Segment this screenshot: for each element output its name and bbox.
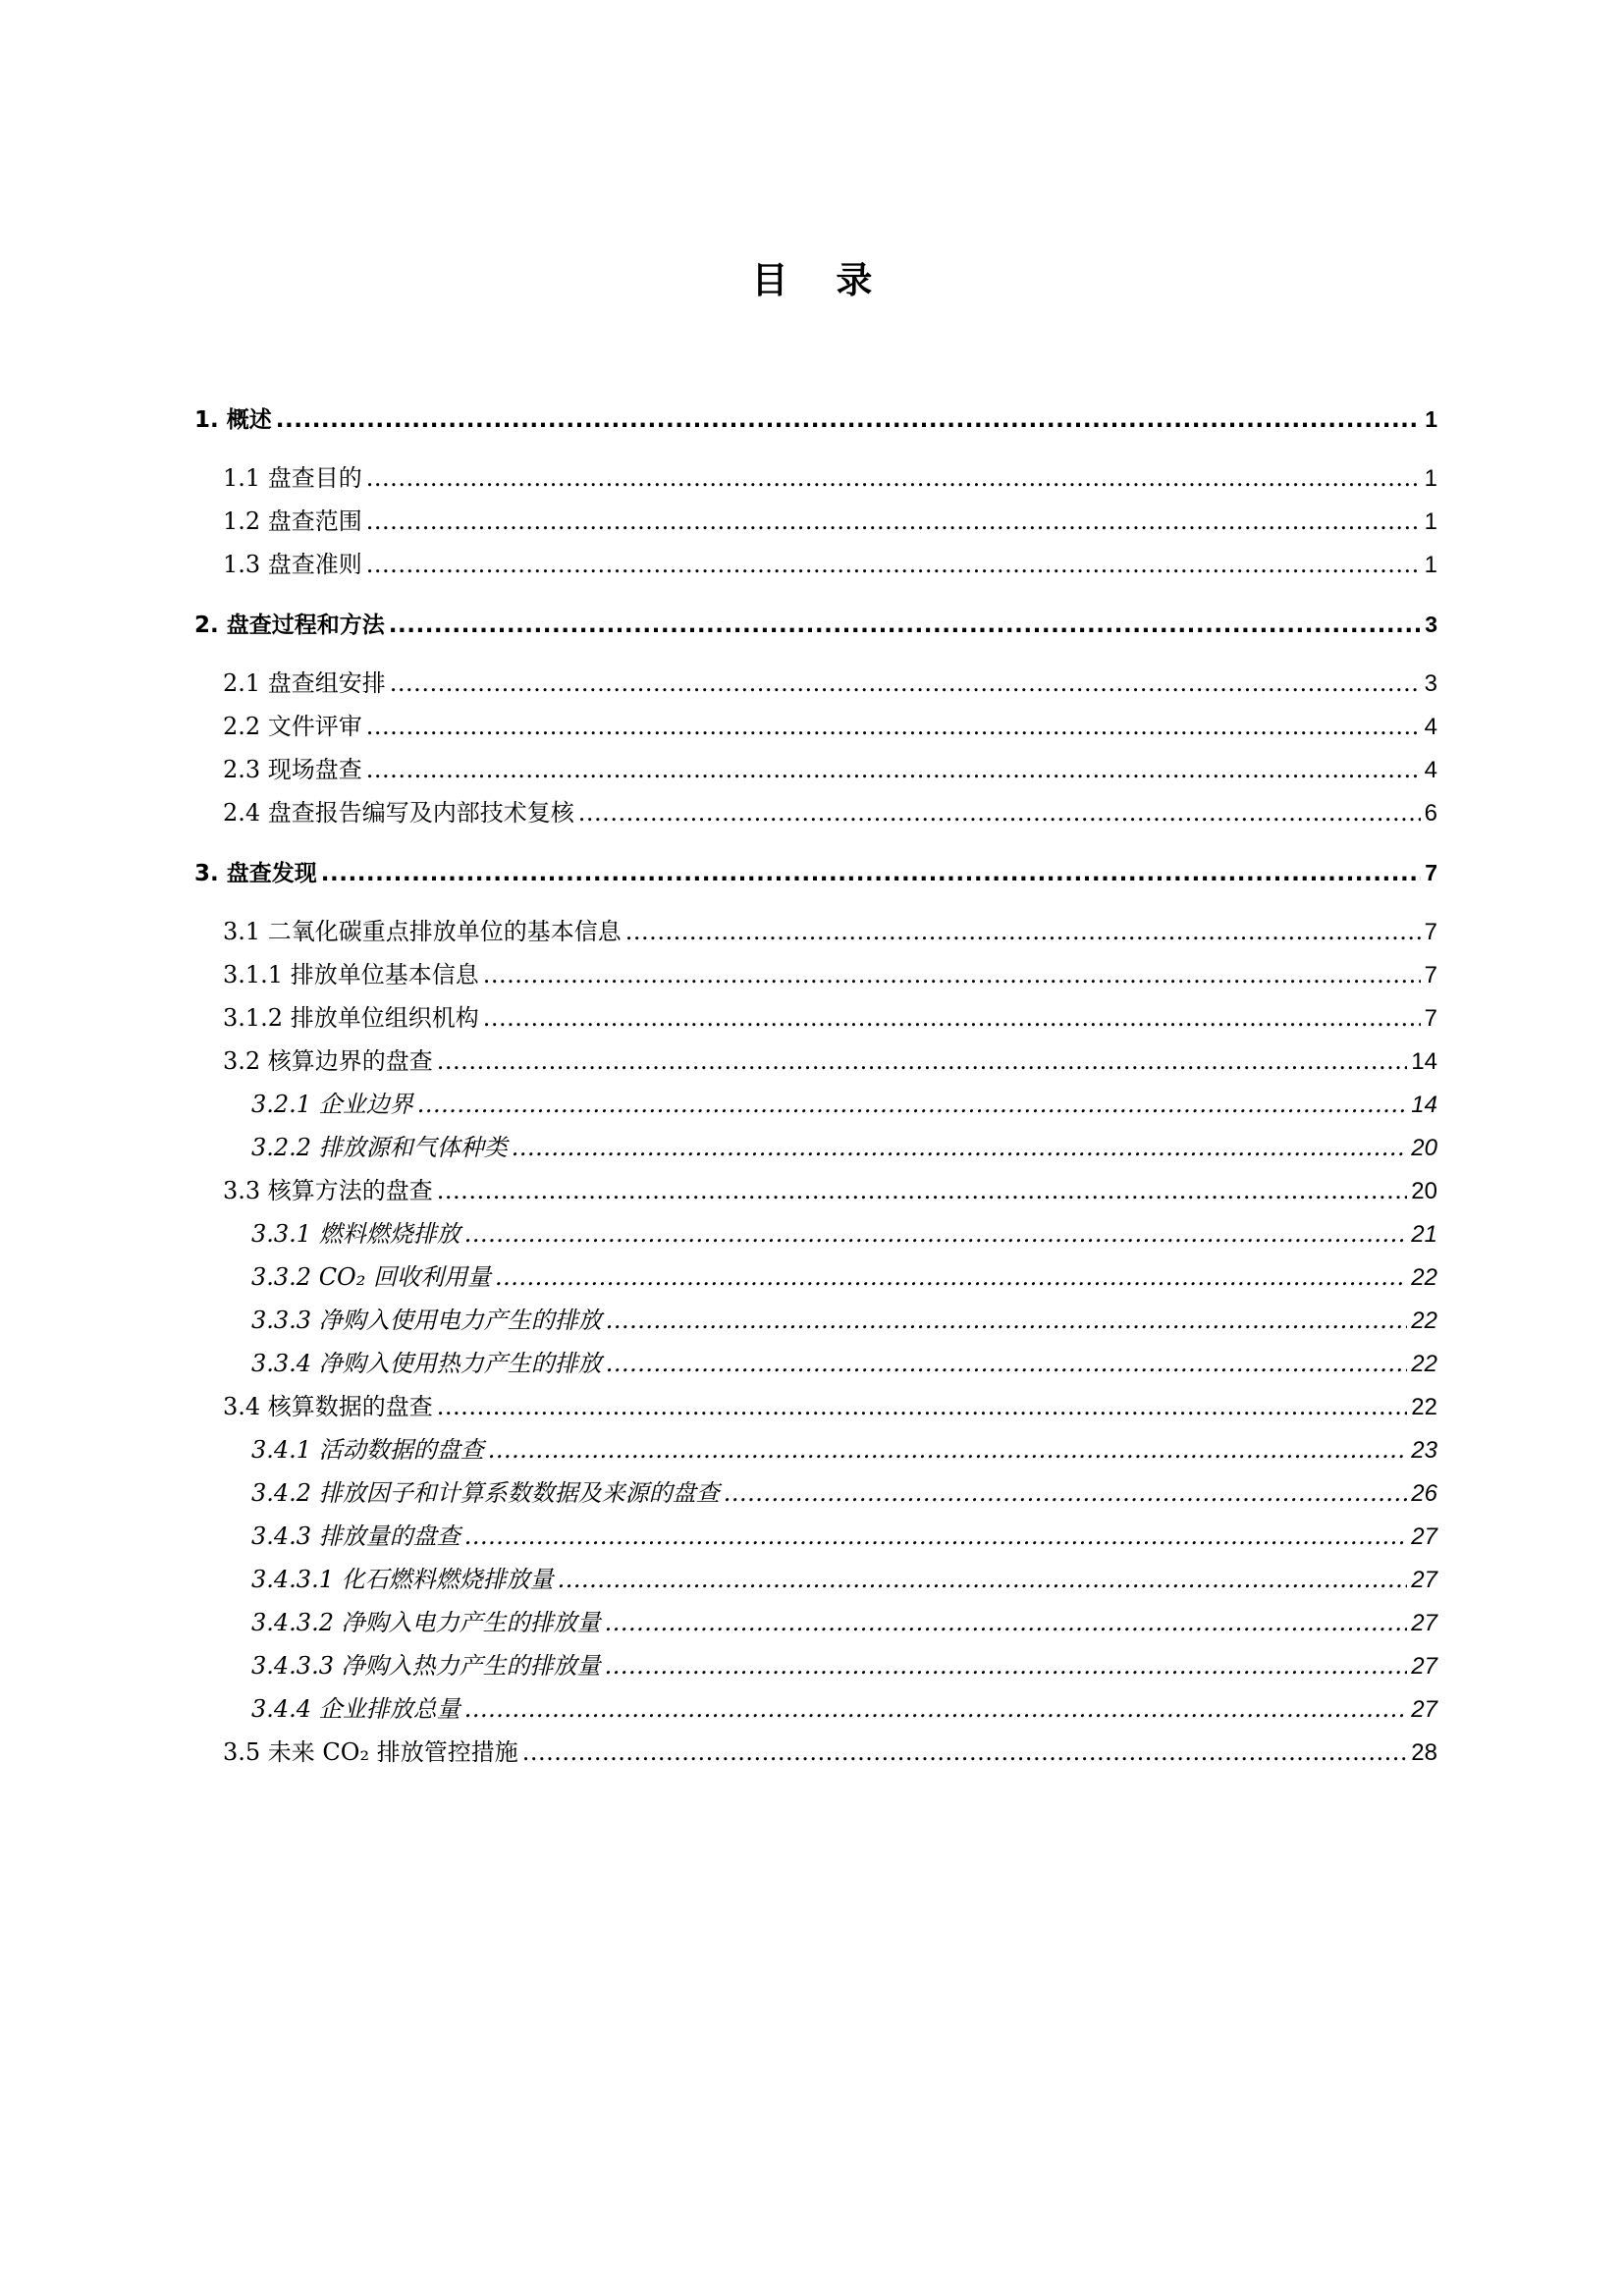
toc-dot-leader <box>605 1607 1408 1638</box>
toc-entry-label: 1.3 盘查准则 <box>223 551 362 578</box>
toc-dot-leader <box>366 711 1421 742</box>
toc-entry-label: 3.5 未来 CO₂ 排放管控措施 <box>223 1738 518 1766</box>
toc-dot-leader <box>625 916 1421 947</box>
toc-dot-leader <box>366 462 1421 494</box>
toc-page-number: 3 <box>1424 670 1437 697</box>
toc-dot-leader <box>366 754 1421 785</box>
toc-entry-label: 3. 盘查发现 <box>194 861 317 886</box>
toc-entry-label: 3.4.3.3 净购入热力产生的排放量 <box>251 1652 601 1680</box>
toc-entry-label: 1. 概述 <box>194 407 272 433</box>
toc-entry-label: 3.3 核算方法的盘查 <box>223 1177 433 1204</box>
toc-entry-label: 3.3.4 净购入使用热力产生的排放 <box>251 1350 602 1377</box>
toc-dot-leader <box>417 1089 1408 1120</box>
toc-entry[interactable] <box>251 1089 1437 1121</box>
toc-dot-leader <box>437 1391 1408 1422</box>
toc-entry-label: 3.2 核算边界的盘查 <box>223 1047 433 1075</box>
toc-page-number: 23 <box>1411 1437 1437 1464</box>
toc-entry[interactable] <box>251 1218 1437 1251</box>
toc-entry[interactable] <box>251 1521 1437 1553</box>
toc-entry-label: 3.4.3.2 净购入电力产生的排放量 <box>251 1609 601 1636</box>
toc-page-number: 26 <box>1411 1480 1437 1507</box>
toc-entry[interactable] <box>223 462 1437 495</box>
toc-page-number: 1 <box>1425 406 1437 432</box>
toc-dot-leader <box>495 1261 1407 1293</box>
toc-dot-leader <box>558 1564 1408 1595</box>
toc-page-number: 14 <box>1411 1092 1437 1118</box>
toc-page-number: 7 <box>1425 860 1437 885</box>
toc-entry-label: 1.2 盘查范围 <box>223 507 362 535</box>
toc-entry-label: 2.4 盘查报告编写及内部技术复核 <box>223 799 574 827</box>
toc-dot-leader <box>483 959 1421 990</box>
toc-entry-label: 3.1 二氧化碳重点排放单位的基本信息 <box>223 918 622 945</box>
toc-page-number: 27 <box>1411 1653 1437 1680</box>
toc-entry[interactable] <box>223 1045 1437 1078</box>
toc-page-number: 27 <box>1411 1567 1437 1593</box>
toc-entry[interactable] <box>251 1650 1437 1682</box>
toc-page-number: 14 <box>1411 1048 1437 1075</box>
toc-page-number: 27 <box>1411 1610 1437 1636</box>
toc-page-number: 22 <box>1411 1264 1437 1291</box>
toc-entry[interactable] <box>251 1348 1437 1380</box>
toc-dot-leader <box>276 404 1421 436</box>
toc-dot-leader <box>366 549 1421 580</box>
toc-entry-label: 3.3.1 燃料燃烧排放 <box>251 1220 460 1248</box>
toc-entry-label: 3.4.3 排放量的盘查 <box>251 1522 460 1550</box>
toc-entry-label: 3.4.4 企业排放总量 <box>251 1695 460 1723</box>
toc-entry-label: 3.4.2 排放因子和计算系数数据及来源的盘查 <box>251 1479 720 1507</box>
toc-entry[interactable] <box>223 754 1437 786</box>
toc-entry[interactable] <box>223 1002 1437 1035</box>
toc-entry-label: 2.3 现场盘查 <box>223 756 362 783</box>
toc-entry[interactable] <box>223 711 1437 743</box>
toc-entry[interactable] <box>251 1564 1437 1596</box>
toc-entry-label: 2. 盘查过程和方法 <box>194 613 385 638</box>
toc-entry[interactable] <box>251 1261 1437 1294</box>
toc-entry-label: 3.2.1 企业边界 <box>251 1091 413 1118</box>
toc-page-number: 1 <box>1424 465 1437 492</box>
toc-dot-leader <box>464 1693 1408 1725</box>
toc-page-number: 4 <box>1424 757 1437 783</box>
toc-page-number: 28 <box>1411 1739 1437 1766</box>
toc-entry[interactable] <box>223 506 1437 538</box>
toc-entry[interactable] <box>223 959 1437 991</box>
toc-page-number: 1 <box>1424 508 1437 535</box>
toc-page-number: 21 <box>1411 1221 1437 1248</box>
toc-page-number: 7 <box>1424 962 1437 988</box>
toc-dot-leader <box>606 1305 1408 1336</box>
toc-page-number: 27 <box>1411 1523 1437 1550</box>
toc-dot-leader <box>483 1002 1421 1034</box>
toc-entry[interactable] <box>251 1305 1437 1337</box>
toc-dot-leader <box>366 506 1421 537</box>
toc-dot-leader <box>437 1175 1408 1206</box>
toc-entry-label: 3.4.3.1 化石燃料燃烧排放量 <box>251 1566 554 1593</box>
toc-entry-label: 3.2.2 排放源和气体种类 <box>251 1134 508 1161</box>
toc-entry-label: 2.1 盘查组安排 <box>223 669 386 697</box>
toc-dot-leader <box>321 858 1421 889</box>
toc-entry[interactable] <box>251 1132 1437 1164</box>
toc-dot-leader <box>512 1132 1408 1163</box>
toc-entry[interactable] <box>251 1607 1437 1639</box>
toc-entry-label: 2.2 文件评审 <box>223 713 362 740</box>
toc-entry[interactable] <box>251 1434 1437 1467</box>
toc-entry-label: 3.3.3 净购入使用电力产生的排放 <box>251 1307 602 1334</box>
toc-entry[interactable] <box>223 1175 1437 1207</box>
toc-page-number: 20 <box>1411 1135 1437 1161</box>
page-title: 目 录 <box>751 259 891 301</box>
toc-page-number: 22 <box>1411 1308 1437 1334</box>
toc-entry[interactable] <box>223 1391 1437 1423</box>
toc-entry[interactable] <box>194 857 1437 889</box>
toc-page-number: 1 <box>1424 552 1437 578</box>
toc-dot-leader <box>522 1736 1408 1768</box>
toc-entry[interactable] <box>251 1693 1437 1726</box>
toc-entry-label: 3.1.2 排放单位组织机构 <box>223 1004 479 1032</box>
toc-dot-leader <box>724 1477 1408 1509</box>
toc-dot-leader <box>464 1218 1408 1250</box>
toc-page-number: 22 <box>1411 1394 1437 1420</box>
toc-entry-label: 3.4.1 活动数据的盘查 <box>251 1436 484 1464</box>
toc-page-number: 7 <box>1424 919 1437 945</box>
toc-entry-label: 1.1 盘查目的 <box>223 464 362 492</box>
toc-entry[interactable] <box>194 609 1437 641</box>
toc-dot-leader <box>464 1521 1408 1552</box>
toc-entry[interactable] <box>194 403 1437 436</box>
toc-entry-label: 3.3.2 CO₂ 回收利用量 <box>251 1263 491 1291</box>
toc-entry[interactable] <box>223 797 1437 829</box>
toc-entry[interactable] <box>223 549 1437 581</box>
toc-dot-leader <box>605 1650 1408 1682</box>
toc-page-number: 20 <box>1411 1178 1437 1204</box>
toc-dot-leader <box>606 1348 1408 1379</box>
toc-dot-leader <box>390 667 1421 699</box>
toc-page-number: 22 <box>1411 1351 1437 1377</box>
toc-dot-leader <box>437 1045 1408 1077</box>
toc-dot-leader <box>488 1434 1408 1466</box>
toc-entry[interactable] <box>223 1736 1437 1769</box>
toc-page-number: 27 <box>1411 1696 1437 1723</box>
toc-entry[interactable] <box>223 667 1437 700</box>
toc-page-number: 3 <box>1425 612 1437 637</box>
toc-dot-leader <box>389 610 1421 641</box>
toc-entry[interactable] <box>251 1477 1437 1510</box>
toc-entry[interactable] <box>223 916 1437 948</box>
toc-page-number: 7 <box>1424 1005 1437 1032</box>
toc-entry-label: 3.4 核算数据的盘查 <box>223 1393 433 1420</box>
toc-entry-label: 3.1.1 排放单位基本信息 <box>223 961 479 988</box>
toc-page-number: 4 <box>1424 714 1437 740</box>
toc-page-number: 6 <box>1424 800 1437 827</box>
toc-dot-leader <box>578 797 1421 828</box>
